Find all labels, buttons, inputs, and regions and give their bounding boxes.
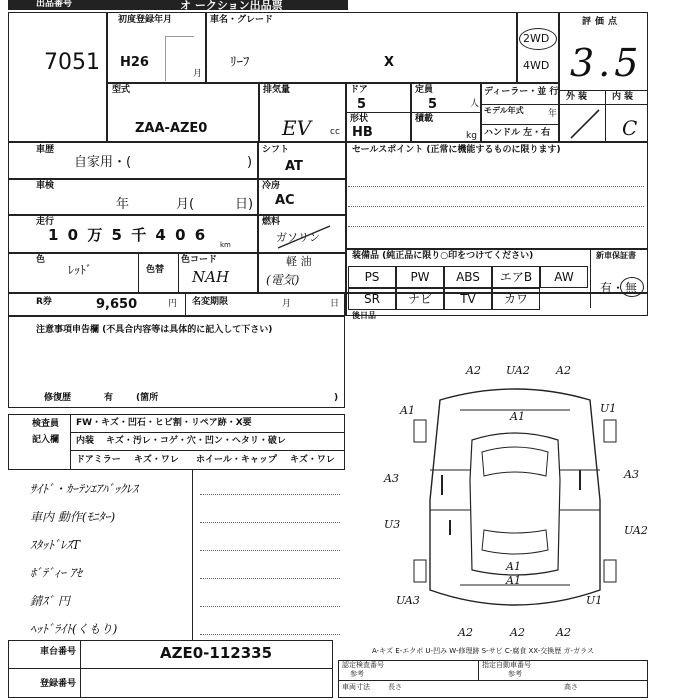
footer-label-6: 高さ xyxy=(564,683,578,691)
divider xyxy=(480,104,558,105)
damage-mark: A3 xyxy=(384,472,399,485)
divider xyxy=(345,112,480,113)
capacity-unit: 人 xyxy=(470,99,480,109)
inspector-row3-0: ドアミラー xyxy=(76,455,121,465)
divider xyxy=(478,660,479,680)
divider xyxy=(345,142,347,316)
inspector-row1: FW・キズ・凹石・ヒビ割・リペア跡・X要 xyxy=(76,418,252,428)
divider xyxy=(70,450,345,451)
divider xyxy=(480,124,558,125)
damage-mark: U1 xyxy=(586,594,603,607)
color-value: ﾚｯﾄﾞ xyxy=(68,263,93,277)
score-interior-label: 内装 xyxy=(612,92,637,102)
footer-label-4: 車両寸法 xyxy=(342,683,370,691)
doors-label: ドア xyxy=(350,85,368,95)
divider xyxy=(8,668,333,669)
deadline-day: 日 xyxy=(330,299,340,309)
divider xyxy=(8,178,345,180)
displacement-value: EV xyxy=(282,116,312,140)
sales-label: セールスポイント (正常に機能するものに限ります) xyxy=(352,145,561,155)
model-value: ZAA-AZE0 xyxy=(135,121,208,136)
equipment-item: PS xyxy=(348,266,396,288)
inspector-row3-2: ホイール・キャップ xyxy=(196,455,277,465)
warranty-label: 新車保証書 xyxy=(596,251,636,260)
exterior-slash-mark xyxy=(565,106,605,142)
equipment-item: SR xyxy=(348,288,396,310)
recycle-value: 9,650 xyxy=(96,297,138,312)
inspection-label: 車検 xyxy=(36,181,55,191)
damage-mark: UA2 xyxy=(506,364,530,377)
color-code-label: 色コード xyxy=(181,255,218,265)
drive-4wd: 4WD xyxy=(523,59,550,72)
mileage-unit: km xyxy=(220,241,231,249)
doors-value: 5 xyxy=(357,97,367,112)
score-interior-value: C xyxy=(622,116,638,140)
inspector-label-1: 検査員 xyxy=(32,419,60,429)
mileage-digits: 1 0 万 5 千 4 0 6 xyxy=(48,226,208,244)
divider xyxy=(257,142,259,292)
divider xyxy=(8,214,345,216)
damage-mark: A1 xyxy=(506,560,521,573)
note-line xyxy=(200,634,340,635)
damage-mark: A2 xyxy=(458,626,473,639)
handwritten-note: 車内 動作(ﾓﾆﾀｰ) xyxy=(30,510,116,524)
shift-value: AT xyxy=(285,159,303,174)
registration-box xyxy=(165,36,194,81)
equipment-label: 装備品 (純正品に限り○印をつけてください) xyxy=(352,251,534,261)
divider xyxy=(558,90,648,91)
equipment-item: エアB xyxy=(492,266,540,288)
load-unit: kg xyxy=(466,131,477,141)
chassis-value: AZE0-112335 xyxy=(160,644,273,662)
inspection-day: 日) xyxy=(235,197,254,212)
model-year-label: モデル年式 xyxy=(484,106,524,115)
inspector-label-2: 記入欄 xyxy=(32,435,60,445)
registration-label: 初度登録年月 xyxy=(118,15,173,25)
recycle-label: R券 xyxy=(36,297,52,307)
equipment-item: PW xyxy=(396,266,444,288)
inspector-row3-1: キズ・ワレ xyxy=(134,455,179,465)
repair-close: ) xyxy=(334,393,339,403)
handle-label: ハンドル 左・右 xyxy=(484,128,551,138)
score-value: 3.5 xyxy=(570,41,643,85)
divider xyxy=(558,12,560,142)
warranty-yes: 有・ xyxy=(600,281,625,295)
car-name-label: 車名・グレード xyxy=(210,15,274,25)
aircon-label: 冷房 xyxy=(262,181,281,191)
inspection-month: 月( xyxy=(176,197,195,212)
divider xyxy=(205,12,207,82)
note-line xyxy=(200,550,340,551)
handwritten-note: ﾎﾞﾃﾞｨｰ ｱｾ xyxy=(30,566,82,580)
damage-mark: U1 xyxy=(600,402,617,415)
divider xyxy=(345,248,648,250)
footer-label-1: 認定検査番号 xyxy=(342,661,384,669)
color-code-value: NAH xyxy=(192,268,230,286)
header-title-fragment: オ ークション出品票 xyxy=(180,0,283,12)
footer-label-5: 長さ xyxy=(388,683,402,691)
repair-place: (箇所 xyxy=(136,393,159,403)
fuel-value: ガソリン xyxy=(276,231,320,244)
divider xyxy=(590,248,591,308)
divider xyxy=(106,82,558,84)
deadline-label: 名変期限 xyxy=(192,297,229,307)
handwritten-note: ﾍｯﾄﾞﾗｲﾄ(くもり) xyxy=(30,622,118,636)
capacity-label: 定員 xyxy=(415,85,434,95)
inspector-row3-3: キズ・ワレ xyxy=(290,455,335,465)
shape-label: 形状 xyxy=(350,114,369,124)
footer-label-2b: 参考 xyxy=(508,670,522,678)
aircon-value: AC xyxy=(275,193,295,208)
note-line xyxy=(200,606,340,607)
lot-number: 7051 xyxy=(44,50,100,75)
displacement-label: 排気量 xyxy=(263,85,291,95)
inspection-year: 年 xyxy=(116,197,130,212)
divider xyxy=(106,12,108,142)
capacity-value: 5 xyxy=(428,97,438,112)
fuel-note: (電気) xyxy=(266,273,300,287)
model-year-unit: 年 xyxy=(548,109,558,119)
drive-2wd: 2WD xyxy=(523,32,550,45)
header-lot-label: 出品番号 xyxy=(36,0,73,9)
divider xyxy=(516,12,518,82)
registration-value: H26 xyxy=(120,55,149,70)
car-grade: X xyxy=(384,55,395,70)
equipment-item: TV xyxy=(444,288,492,310)
divider xyxy=(70,432,345,433)
divider xyxy=(185,292,186,316)
damage-mark: U3 xyxy=(384,518,401,531)
usage-value: 自家用・( xyxy=(74,155,132,170)
chassis-label: 車台番号 xyxy=(40,647,77,657)
usage-label: 車歴 xyxy=(36,145,55,155)
damage-mark: A2 xyxy=(556,364,571,377)
note-line xyxy=(200,578,340,579)
diagram-marks xyxy=(380,360,650,650)
notes-label: 注意事項申告欄 (不具合内容等は具体的に記入して下さい) xyxy=(36,325,273,335)
equipment-item: ABS xyxy=(444,266,492,288)
damage-mark: A2 xyxy=(510,626,525,639)
load-label: 積載 xyxy=(415,114,434,124)
repair-label: 修復歴 xyxy=(44,393,72,403)
equipment-item: ナビ xyxy=(396,288,444,310)
aftermarket-label: 後日品 xyxy=(352,311,376,320)
deadline-month: 月 xyxy=(282,299,292,309)
equipment-item: カワ xyxy=(492,288,540,310)
damage-mark: A2 xyxy=(556,626,571,639)
sales-line xyxy=(348,206,644,207)
warranty-no: 無 xyxy=(625,281,638,295)
divider xyxy=(605,90,606,142)
handwritten-notes xyxy=(30,470,345,640)
footer-label-2: 参考 xyxy=(350,670,364,678)
damage-mark: A2 xyxy=(466,364,481,377)
mileage-label: 走行 xyxy=(36,217,55,227)
handwritten-note: ｽﾀｯﾄﾞﾚｽT xyxy=(30,538,81,552)
usage-close: ) xyxy=(247,155,253,170)
displacement-unit: cc xyxy=(330,127,340,137)
score-exterior-label: 外装 xyxy=(566,92,591,102)
score-label: 評価点 xyxy=(582,17,622,27)
damage-mark: UA3 xyxy=(396,594,420,607)
damage-legend: A-キズ E-エクボ U-凹み W-修理跡 S-サビ C-腐食 XX-交換歴 ガ-ガラス xyxy=(372,647,594,655)
sales-line xyxy=(348,186,644,187)
fuel-label: 燃料 xyxy=(262,217,281,227)
car-name: ﾘｰﾌ xyxy=(230,55,250,70)
color-label: 色 xyxy=(36,255,46,265)
note-line xyxy=(200,522,340,523)
handwritten-note: 錆ｽﾞ 円 xyxy=(30,594,70,608)
dealer-label: ディーラー・並 行 xyxy=(484,87,559,97)
footer-label-3: 指定自動車番号 xyxy=(482,661,531,669)
recycle-unit: 円 xyxy=(168,299,178,309)
handwritten-note: ｻｲﾄﾞ・ｶｰﾃﾝｴｱﾊﾞｯｸﾚｽ xyxy=(30,482,139,496)
damage-mark: A1 xyxy=(400,404,415,417)
divider xyxy=(558,104,648,105)
divider xyxy=(178,252,179,292)
sales-line xyxy=(348,226,644,227)
divider xyxy=(338,680,648,681)
color-change-label: 色替 xyxy=(146,265,165,275)
reg-no-label: 登録番号 xyxy=(40,679,77,689)
repair-value: 有 xyxy=(104,393,114,403)
damage-mark: A1 xyxy=(510,410,525,423)
shape-value: HB xyxy=(352,125,373,140)
registration-month: 月 xyxy=(193,69,203,79)
divider xyxy=(138,252,139,292)
divider xyxy=(70,414,71,470)
model-label: 型式 xyxy=(112,85,131,95)
damage-mark: UA2 xyxy=(624,524,648,537)
divider xyxy=(8,252,345,254)
note-line xyxy=(200,494,340,495)
equipment-grid xyxy=(348,266,588,310)
inspector-row2: キズ・汚レ・コゲ・穴・凹ン・ヘタリ・破レ xyxy=(106,436,286,446)
damage-mark: A3 xyxy=(624,468,639,481)
inspector-row2-prefix: 内装 xyxy=(76,436,95,446)
divider xyxy=(480,82,482,142)
fuel-strike-mark xyxy=(270,222,340,252)
shift-label: シフト xyxy=(262,145,290,155)
damage-mark: A1 xyxy=(506,574,521,587)
divider xyxy=(258,82,260,142)
fuel-alt: 軽 油 xyxy=(286,255,312,268)
equipment-item: AW xyxy=(540,266,588,288)
